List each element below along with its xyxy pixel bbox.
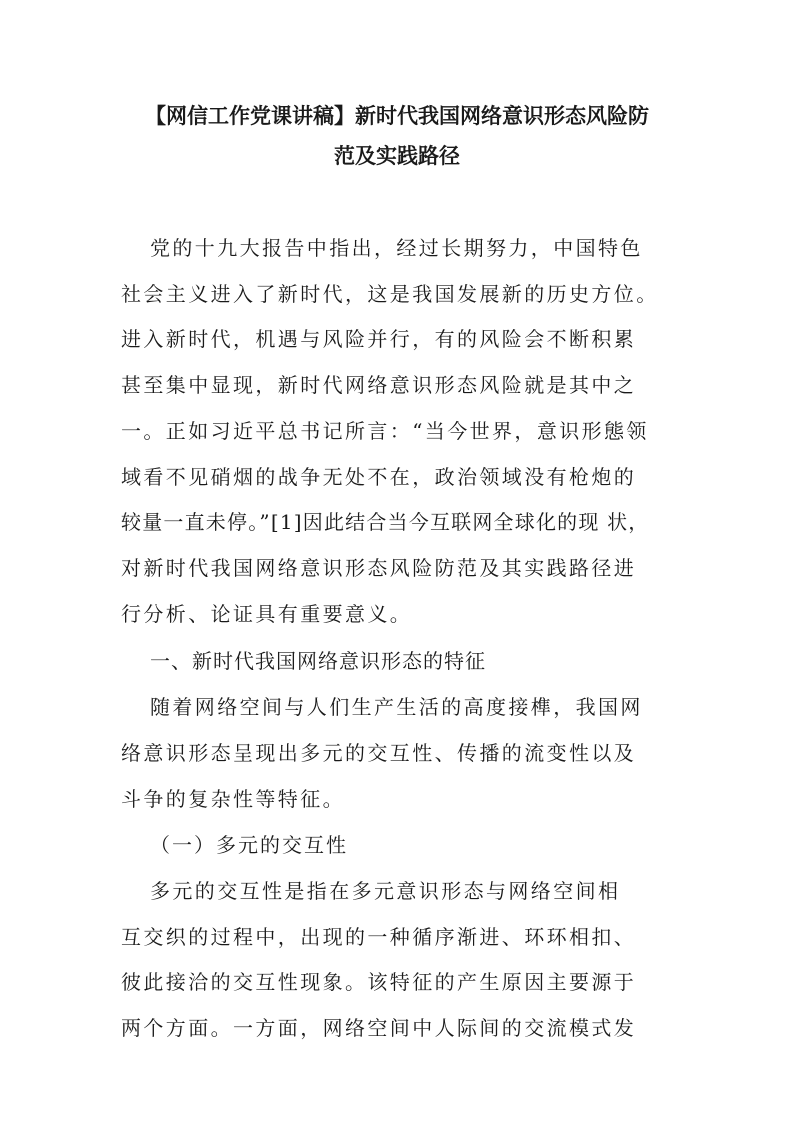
paragraph-line: 斗争的复杂性等特征。 <box>121 787 345 811</box>
document-title-line-2: 范及实践路径 <box>334 144 460 168</box>
paragraph-line: 两个方面。一方面，网络空间中人际间的交流模式发 <box>121 1016 637 1040</box>
paragraph-line: 络意识形态呈现出多元的交互性、传播的流变性以及 <box>121 741 637 765</box>
paragraph-line: 社会主义进入了新时代，这是我国发展新的历史方位。 <box>121 282 659 306</box>
paragraph-line: 行分析、论证具有重要意义。 <box>121 602 413 626</box>
paragraph-line: 对新时代我国网络意识形态风险防范及其实践路径进 <box>121 556 637 580</box>
paragraph-line: 彼此接洽的交互性现象。该特征的产生原因主要源于 <box>121 970 637 994</box>
document-title-line-1: 【网信工作党课讲稿】新时代我国网络意识形态风险防 <box>145 104 649 128</box>
subsection-heading: （一）多元的交互性 <box>150 833 348 857</box>
paragraph-line: 随着网络空间与人们生产生活的高度接榫，我国网 <box>150 695 643 719</box>
paragraph-line: 互交织的过程中，出现的一种循序渐进、环环相扣、 <box>121 925 637 949</box>
paragraph-line: 党的十九大报告中指出，经过长期努力，中国特色 <box>150 236 643 260</box>
paragraph-line: 一。正如习近平总书记所言：“当今世界，意识形態领 <box>121 419 649 443</box>
paragraph-line: 较量一直未停。”[1]因此结合当今互联网全球化的现 状， <box>121 510 650 534</box>
paragraph-line: 进入新时代，机遇与风险并行，有的风险会不断积累 <box>121 327 637 351</box>
paragraph-line: 甚至集中显现，新时代网络意识形态风险就是其中之 <box>121 373 637 397</box>
paragraph-line: 多元的交互性是指在多元意识形态与网络空间相 <box>150 879 621 903</box>
paragraph-line: 域看不见硝烟的战争无处不在，政治领域没有枪炮的 <box>121 465 637 489</box>
section-heading: 一、新时代我国网络意识形态的特征 <box>150 649 486 673</box>
